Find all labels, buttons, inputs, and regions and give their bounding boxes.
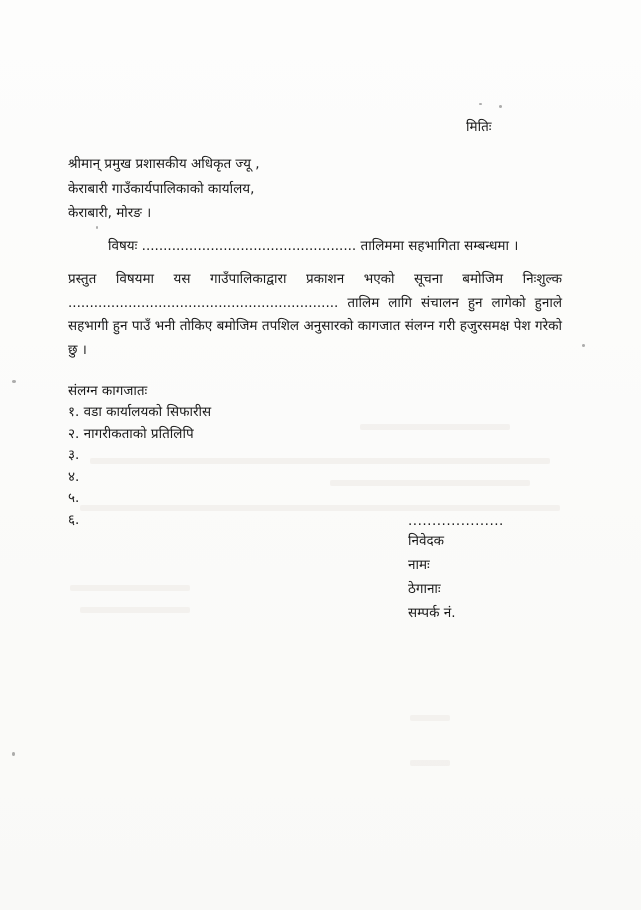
enclosure-item: १. वडा कार्यालयको सिफारीस (68, 404, 212, 420)
show-through-mark (80, 607, 190, 613)
address-label: ठेगानाः (408, 581, 441, 597)
contact-label: सम्पर्क नं. (408, 605, 456, 621)
enclosures-list (68, 402, 211, 531)
scan-speck (12, 380, 16, 383)
signature-line: .................... (408, 513, 504, 529)
enclosures-heading: संलग्न कागजातः (68, 383, 148, 399)
date-label: मितिः (466, 119, 492, 135)
enclosure-item: २. नागरीकताको प्रतिलिपि (68, 425, 194, 442)
show-through-mark (410, 760, 450, 766)
enclosure-item: ३. (68, 447, 80, 463)
enclosure-item: ६. (68, 511, 80, 528)
show-through-mark (70, 585, 190, 591)
name-label: नामः (408, 557, 430, 573)
subject-line: विषयः .................................................. तालिममा सहभागिता सम्बन्धमा । (108, 238, 519, 254)
recipient-line-2: केराबारी गाउँकार्यपालिकाको कार्यालय, (68, 181, 255, 197)
scan-speck (499, 105, 502, 108)
body-paragraph: प्रस्तुत विषयमा यस गाउँपालिकाद्वारा प्रकाशन भएको सूचना बमोजिम निःशुल्क ............................................................... तालिम लागि संचालन हुन लागेको हुनाले सहभागी हुन पाउँ भनी तोकिए बमोजिम तपशिल अनुसारको कागजात संलग्न गरी हजुरसमक्ष पेश गरेको छु । (68, 271, 562, 358)
show-through-mark (330, 480, 530, 486)
scan-speck (96, 226, 98, 229)
show-through-mark (410, 715, 450, 721)
show-through-mark (360, 424, 510, 430)
enclosure-item: ४. (68, 468, 80, 485)
enclosure-item: ५. (68, 490, 80, 506)
scan-speck (479, 103, 482, 105)
scan-speck (582, 344, 585, 347)
recipient-line-3: केराबारी, मोरङ । (68, 205, 152, 221)
recipient-line-1: श्रीमान् प्रमुख प्रशासकीय अधिकृत ज्यू , (68, 156, 260, 172)
applicant-label: निवेदक (408, 533, 445, 549)
scan-speck (12, 752, 15, 756)
